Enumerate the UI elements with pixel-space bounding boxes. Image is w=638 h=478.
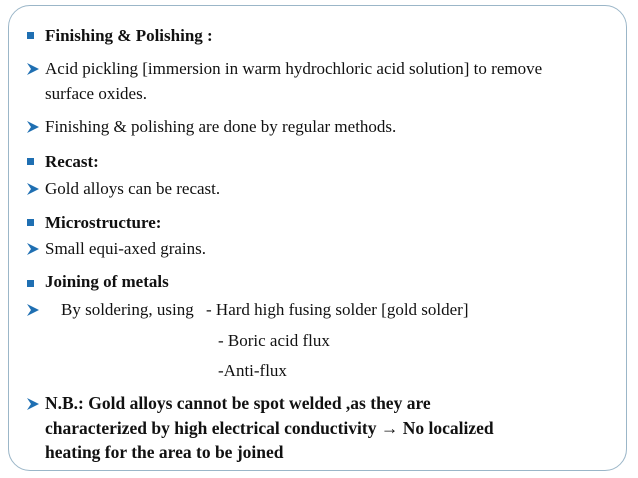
arrowhead-bullet-icon	[26, 303, 40, 317]
heading-finishing: Finishing & Polishing :	[45, 26, 213, 45]
heading-joining: Joining of metals	[45, 272, 169, 291]
heading-recast: Recast:	[45, 152, 99, 171]
arrowhead-bullet-icon	[26, 62, 40, 76]
heading-microstructure: Microstructure:	[45, 213, 162, 232]
item-boric-flux: - Boric acid flux	[218, 331, 330, 350]
square-bullet-icon	[27, 158, 34, 165]
note-line-2: characterized by high electrical conductivity → No localized	[45, 418, 494, 438]
square-bullet-icon	[27, 280, 34, 287]
item-grains: Small equi-axed grains.	[45, 239, 206, 258]
note-line-1: N.B.: Gold alloys cannot be spot welded ,as they are	[45, 393, 431, 413]
item-recast: Gold alloys can be recast.	[45, 179, 221, 198]
item-soldering: By soldering, using	[61, 300, 194, 319]
item-finishing-regular: Finishing & polishing are done by regular methods.	[45, 117, 397, 136]
item-hard-solder: - Hard high fusing solder [gold solder]	[206, 300, 469, 319]
item-acid-pickling: Acid pickling [immersion in warm hydrochloric acid solution] to remove	[45, 59, 543, 78]
item-anti-flux: -Anti-flux	[218, 361, 287, 380]
square-bullet-icon	[27, 219, 34, 226]
arrowhead-bullet-icon	[26, 182, 40, 196]
square-bullet-icon	[27, 32, 34, 39]
item-acid-pickling-cont: surface oxides.	[45, 84, 147, 103]
arrowhead-bullet-icon	[26, 242, 40, 256]
note-line-3: heating for the area to be joined	[45, 442, 284, 462]
arrowhead-bullet-icon	[26, 120, 40, 134]
arrowhead-bullet-icon	[26, 397, 40, 411]
